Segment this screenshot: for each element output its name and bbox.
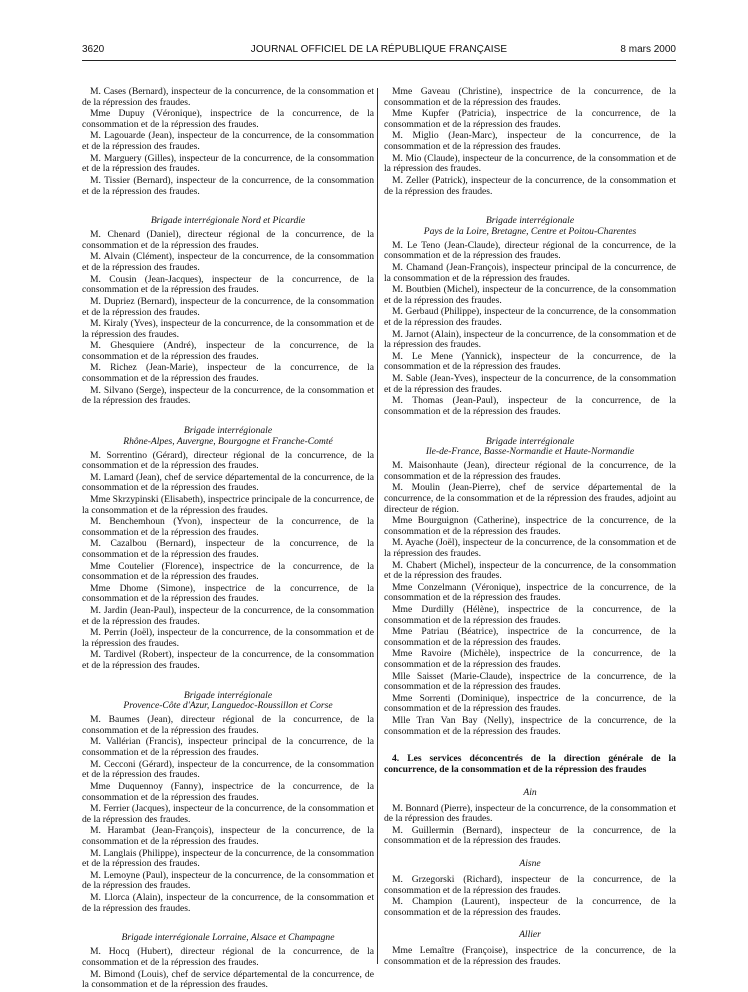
appointment-entry: M. Perrin (Joël), inspecteur de la concurrence, de la consommation et de la répression des fraudes. bbox=[82, 627, 374, 649]
appointment-entry: Mme Duquennoy (Fanny), inspectrice de la concurrence, de la consommation et de la répression des fraudes. bbox=[82, 780, 374, 803]
appointment-entry: M. Chenard (Daniel), directeur régional de la concurrence, de la consommation et de la répression des fraudes. bbox=[82, 229, 374, 251]
appointment-entry: M. Benchemhoun (Yvon), inspecteur de la concurrence, de la consommation et de la répression des fraudes. bbox=[82, 516, 374, 538]
appointment-entry: Mme Coutelier (Florence), inspectrice de la concurrence, de la consommation et de la répression des fraudes. bbox=[82, 560, 374, 583]
brigade-heading-line: Brigade interrégionale Nord et Picardie bbox=[150, 215, 306, 227]
appointment-entry: Mme Dupuy (Véronique), inspectrice de la concurrence, de la consommation et de la répression des fraudes. bbox=[82, 108, 374, 130]
brigade-heading bbox=[82, 691, 374, 712]
appointment-entry: M. Cousin (Jean-Jacques), inspecteur de la concurrence, de la consommation et de la répression des fraudes. bbox=[82, 273, 374, 296]
appointment-entry: M. Miglio (Jean-Marc), inspecteur de la concurrence, de la consommation et de la répression des fraudes. bbox=[384, 130, 676, 153]
brigade-heading-line: Brigade interrégionale bbox=[485, 215, 575, 227]
appointment-entry: M. Cases (Bernard), inspecteur de la concurrence, de la consommation et de la répression des fraudes. bbox=[82, 86, 374, 108]
left-column bbox=[82, 87, 374, 992]
section-heading bbox=[384, 754, 676, 775]
appointment-entry: M. Moulin (Jean-Pierre), chef de service départemental de la concurrence, de la consommation et de la répression des fraudes, adjoint au directeur de région. bbox=[384, 482, 676, 515]
appointment-entry: M. Vallérian (Francis), inspecteur principal de la concurrence, de la consommation et de la répression des fraudes. bbox=[82, 736, 374, 759]
department-heading: Ain bbox=[523, 786, 537, 798]
appointment-entry: M. Hocq (Hubert), directeur régional de la concurrence, de la consommation et de la répression des fraudes. bbox=[82, 946, 374, 969]
appointment-entry: Mme Lemaître (Françoise), inspectrice de la concurrence, de la consommation et de la répression des fraudes. bbox=[384, 945, 676, 967]
appointment-entry: Mme Bourguignon (Catherine), inspectrice de la concurrence, de la consommation et de la répression des fraudes. bbox=[384, 515, 676, 537]
brigade-heading-line: Pays de la Loire, Bretagne, Centre et Poitou-Charentes bbox=[423, 225, 637, 237]
department-heading: Aisne bbox=[519, 858, 541, 870]
appointment-entry: M. Le Mene (Yannick), inspecteur de la concurrence, de la consommation et de la répression des fraudes. bbox=[384, 350, 676, 373]
appointment-entry: M. Ayache (Joël), inspecteur de la concurrence, de la consommation et de la répression des fraudes. bbox=[384, 537, 676, 560]
appointment-entry: M. Marguery (Gilles), inspecteur de la concurrence, de la consommation et de la répression des fraudes. bbox=[82, 152, 374, 175]
appointment-entry: Mme Kupfer (Patricia), inspectrice de la concurrence, de la consommation et de la répression des fraudes. bbox=[384, 108, 676, 130]
brigade-heading-line: Brigade interrégionale bbox=[183, 425, 273, 437]
appointment-entry: M. Tissier (Bernard), inspecteur de la concurrence, de la consommation et de la répression des fraudes. bbox=[82, 174, 374, 197]
appointment-entry: M. Sable (Jean-Yves), inspecteur de la concurrence, de la consommation et de la répression des fraudes. bbox=[384, 372, 676, 395]
appointment-entry: M. Lamard (Jean), chef de service départemental de la concurrence, de la consommation et de la répression des fraudes. bbox=[82, 471, 374, 494]
appointment-entry: Mme Sorrenti (Dominique), inspectrice de la concurrence, de la consommation et de la répression des fraudes. bbox=[384, 692, 676, 715]
appointment-entry: M. Alvain (Clément), inspecteur de la concurrence, de la consommation et de la répression des fraudes. bbox=[82, 251, 374, 274]
appointment-entry: M. Kiraly (Yves), inspecteur de la concurrence, de la consommation et de la répression des fraudes. bbox=[82, 318, 374, 340]
appointment-entry: M. Baumes (Jean), directeur régional de la concurrence, de la consommation et de la répression des fraudes. bbox=[82, 714, 374, 736]
appointment-entry: M. Sorrentino (Gérard), directeur régional de la concurrence, de la consommation et de la répression des fraudes. bbox=[82, 449, 374, 472]
brigade-heading-line: Brigade interrégionale Lorraine, Alsace et Champagne bbox=[121, 932, 335, 944]
appointment-entry: M. Bonnard (Pierre), inspecteur de la concurrence, de la consommation et de la répression des fraudes. bbox=[384, 802, 676, 825]
appointment-entry: Mme Dhome (Simone), inspectrice de la concurrence, de la consommation et de la répression des fraudes. bbox=[82, 582, 374, 605]
appointment-entry: M. Ghesquiere (André), inspecteur de la concurrence, de la consommation et de la répression des fraudes. bbox=[82, 340, 374, 362]
appointment-entry: M. Lagouarde (Jean), inspecteur de la concurrence, de la consommation et de la répression des fraudes. bbox=[82, 130, 374, 153]
appointment-entry: M. Jardin (Jean-Paul), inspecteur de la concurrence, de la consommation et de la répression des fraudes. bbox=[82, 604, 374, 627]
brigade-heading bbox=[82, 426, 374, 447]
appointment-entry: M. Guillermin (Bernard), inspecteur de la concurrence, de la consommation et de la répression des fraudes. bbox=[384, 824, 676, 847]
appointment-entry: M. Langlais (Philippe), inspecteur de la concurrence, de la consommation et de la répression des fraudes. bbox=[82, 847, 374, 870]
appointment-entry: M. Zeller (Patrick), inspecteur de la concurrence, de la consommation et de la répression des fraudes. bbox=[384, 174, 676, 197]
section-title: Les services déconcentrés de la direction générale de la concurrence, de la consommation et de la répression des fraudes bbox=[384, 753, 676, 776]
appointment-entry: M. Richez (Jean-Marie), inspecteur de la concurrence, de la consommation et de la répression des fraudes. bbox=[82, 362, 374, 385]
appointment-entry: M. Llorca (Alain), inspecteur de la concurrence, de la consommation et de la répression des fraudes. bbox=[82, 891, 374, 914]
brigade-heading-line: Ile-de-France, Basse-Normandie et Haute-Normandie bbox=[425, 446, 635, 458]
appointment-entry: M. Tardivel (Robert), inspecteur de la concurrence, de la consommation et de la répression des fraudes. bbox=[82, 649, 374, 672]
appointment-entry: M. Thomas (Jean-Paul), inspecteur de la concurrence, de la consommation et de la répression des fraudes. bbox=[384, 395, 676, 417]
appointment-entry: M. Lemoyne (Paul), inspecteur de la concurrence, de la consommation et de la répression des fraudes. bbox=[82, 869, 374, 892]
appointment-entry: M. Ferrier (Jacques), inspecteur de la concurrence, de la consommation et de la répression des fraudes. bbox=[82, 803, 374, 825]
appointment-entry: M. Champion (Laurent), inspecteur de la concurrence, de la consommation et de la répression des fraudes. bbox=[384, 896, 676, 918]
brigade-heading bbox=[384, 437, 676, 458]
appointment-entry: Mme Durdilly (Hélène), inspectrice de la concurrence, de la consommation et de la répression des fraudes. bbox=[384, 603, 676, 626]
appointment-entry: M. Silvano (Serge), inspecteur de la concurrence, de la consommation et de la répression des fraudes. bbox=[82, 384, 374, 407]
appointment-entry: M. Jarnot (Alain), inspecteur de la concurrence, de la consommation et de la répression des fraudes. bbox=[384, 328, 676, 351]
page-header bbox=[82, 44, 676, 58]
header-rule bbox=[82, 60, 676, 61]
appointment-entry: M. Le Teno (Jean-Claude), directeur régional de la concurrence, de la consommation et de la répression des fraudes. bbox=[384, 239, 676, 262]
appointment-entry: M. Grzegorski (Richard), inspecteur de la concurrence, de la consommation et de la répression des fraudes. bbox=[384, 873, 676, 896]
appointment-entry: M. Chabert (Michel), inspecteur de la concurrence, de la consommation et de la répression des fraudes. bbox=[384, 559, 676, 582]
section-number: 4. bbox=[392, 753, 400, 765]
appointment-entry: Mme Ravoire (Michèle), inspectrice de la concurrence, de la consommation et de la répression des fraudes. bbox=[384, 648, 676, 671]
page-number: 3620 bbox=[82, 44, 105, 55]
appointment-entry: M. Mio (Claude), inspecteur de la concurrence, de la consommation et de la répression des fraudes. bbox=[384, 152, 676, 175]
appointment-entry: M. Gerbaud (Philippe), inspecteur de la concurrence, de la consommation et de la répression des fraudes. bbox=[384, 306, 676, 329]
brigade-heading-line: Brigade interrégionale bbox=[183, 689, 273, 701]
right-column bbox=[384, 87, 676, 968]
appointment-entry: M. Cazalbou (Bernard), inspecteur de la concurrence, de la consommation et de la répression des fraudes. bbox=[82, 538, 374, 561]
appointment-entry: M. Bimond (Louis), chef de service départemental de la concurrence, de la consommation et de la répression des fraudes. bbox=[82, 968, 374, 991]
appointment-entry: Mme Patriau (Béatrice), inspectrice de la concurrence, de la consommation et de la répression des fraudes. bbox=[384, 626, 676, 648]
appointment-entry: Mme Conzelmann (Véronique), inspectrice de la concurrence, de la consommation et de la répression des fraudes. bbox=[384, 581, 676, 604]
brigade-heading-line: Provence-Côte d'Azur, Languedoc-Roussillon et Corse bbox=[123, 700, 333, 712]
brigade-heading bbox=[82, 933, 374, 944]
column-divider bbox=[377, 88, 378, 964]
appointment-entry: Mlle Tran Van Bay (Nelly), inspectrice de la concurrence, de la consommation et de la répression des fraudes. bbox=[384, 714, 676, 737]
brigade-heading-line: Brigade interrégionale bbox=[485, 435, 575, 447]
journal-title: JOURNAL OFFICIEL DE LA RÉPUBLIQUE FRANÇAISE bbox=[250, 44, 508, 55]
appointment-entry: M. Cecconi (Gérard), inspecteur de la concurrence, de la consommation et de la répression des fraudes. bbox=[82, 758, 374, 781]
brigade-heading bbox=[82, 216, 374, 227]
brigade-heading-line: Rhône-Alpes, Auvergne, Bourgogne et Franche-Comté bbox=[123, 435, 333, 447]
appointment-entry: Mme Skrzypinski (Elisabeth), inspectrice principale de la concurrence, de la consommation et de la répression des fraudes. bbox=[82, 493, 374, 516]
appointment-entry: M. Harambat (Jean-François), inspecteur de la concurrence, de la consommation et de la répression des fraudes. bbox=[82, 825, 374, 847]
appointment-entry: M. Dupriez (Bernard), inspecteur de la concurrence, de la consommation et de la répression des fraudes. bbox=[82, 295, 374, 318]
appointment-entry: Mlle Saisset (Marie-Claude), inspectrice de la concurrence, de la consommation et de la répression des fraudes. bbox=[384, 670, 676, 693]
appointment-entry: M. Maisonhaute (Jean), directeur régional de la concurrence, de la consommation et de la répression des fraudes. bbox=[384, 460, 676, 482]
issue-date: 8 mars 2000 bbox=[620, 44, 676, 55]
brigade-heading bbox=[384, 216, 676, 237]
department-heading: Allier bbox=[519, 929, 541, 941]
appointment-entry: Mme Gaveau (Christine), inspectrice de la concurrence, de la consommation et de la répression des fraudes. bbox=[384, 86, 676, 108]
appointment-entry: M. Boutbien (Michel), inspecteur de la concurrence, de la consommation et de la répression des fraudes. bbox=[384, 284, 676, 306]
appointment-entry: M. Chamand (Jean-François), inspecteur principal de la concurrence, de la consommation et de la répression des fraudes. bbox=[384, 261, 676, 284]
